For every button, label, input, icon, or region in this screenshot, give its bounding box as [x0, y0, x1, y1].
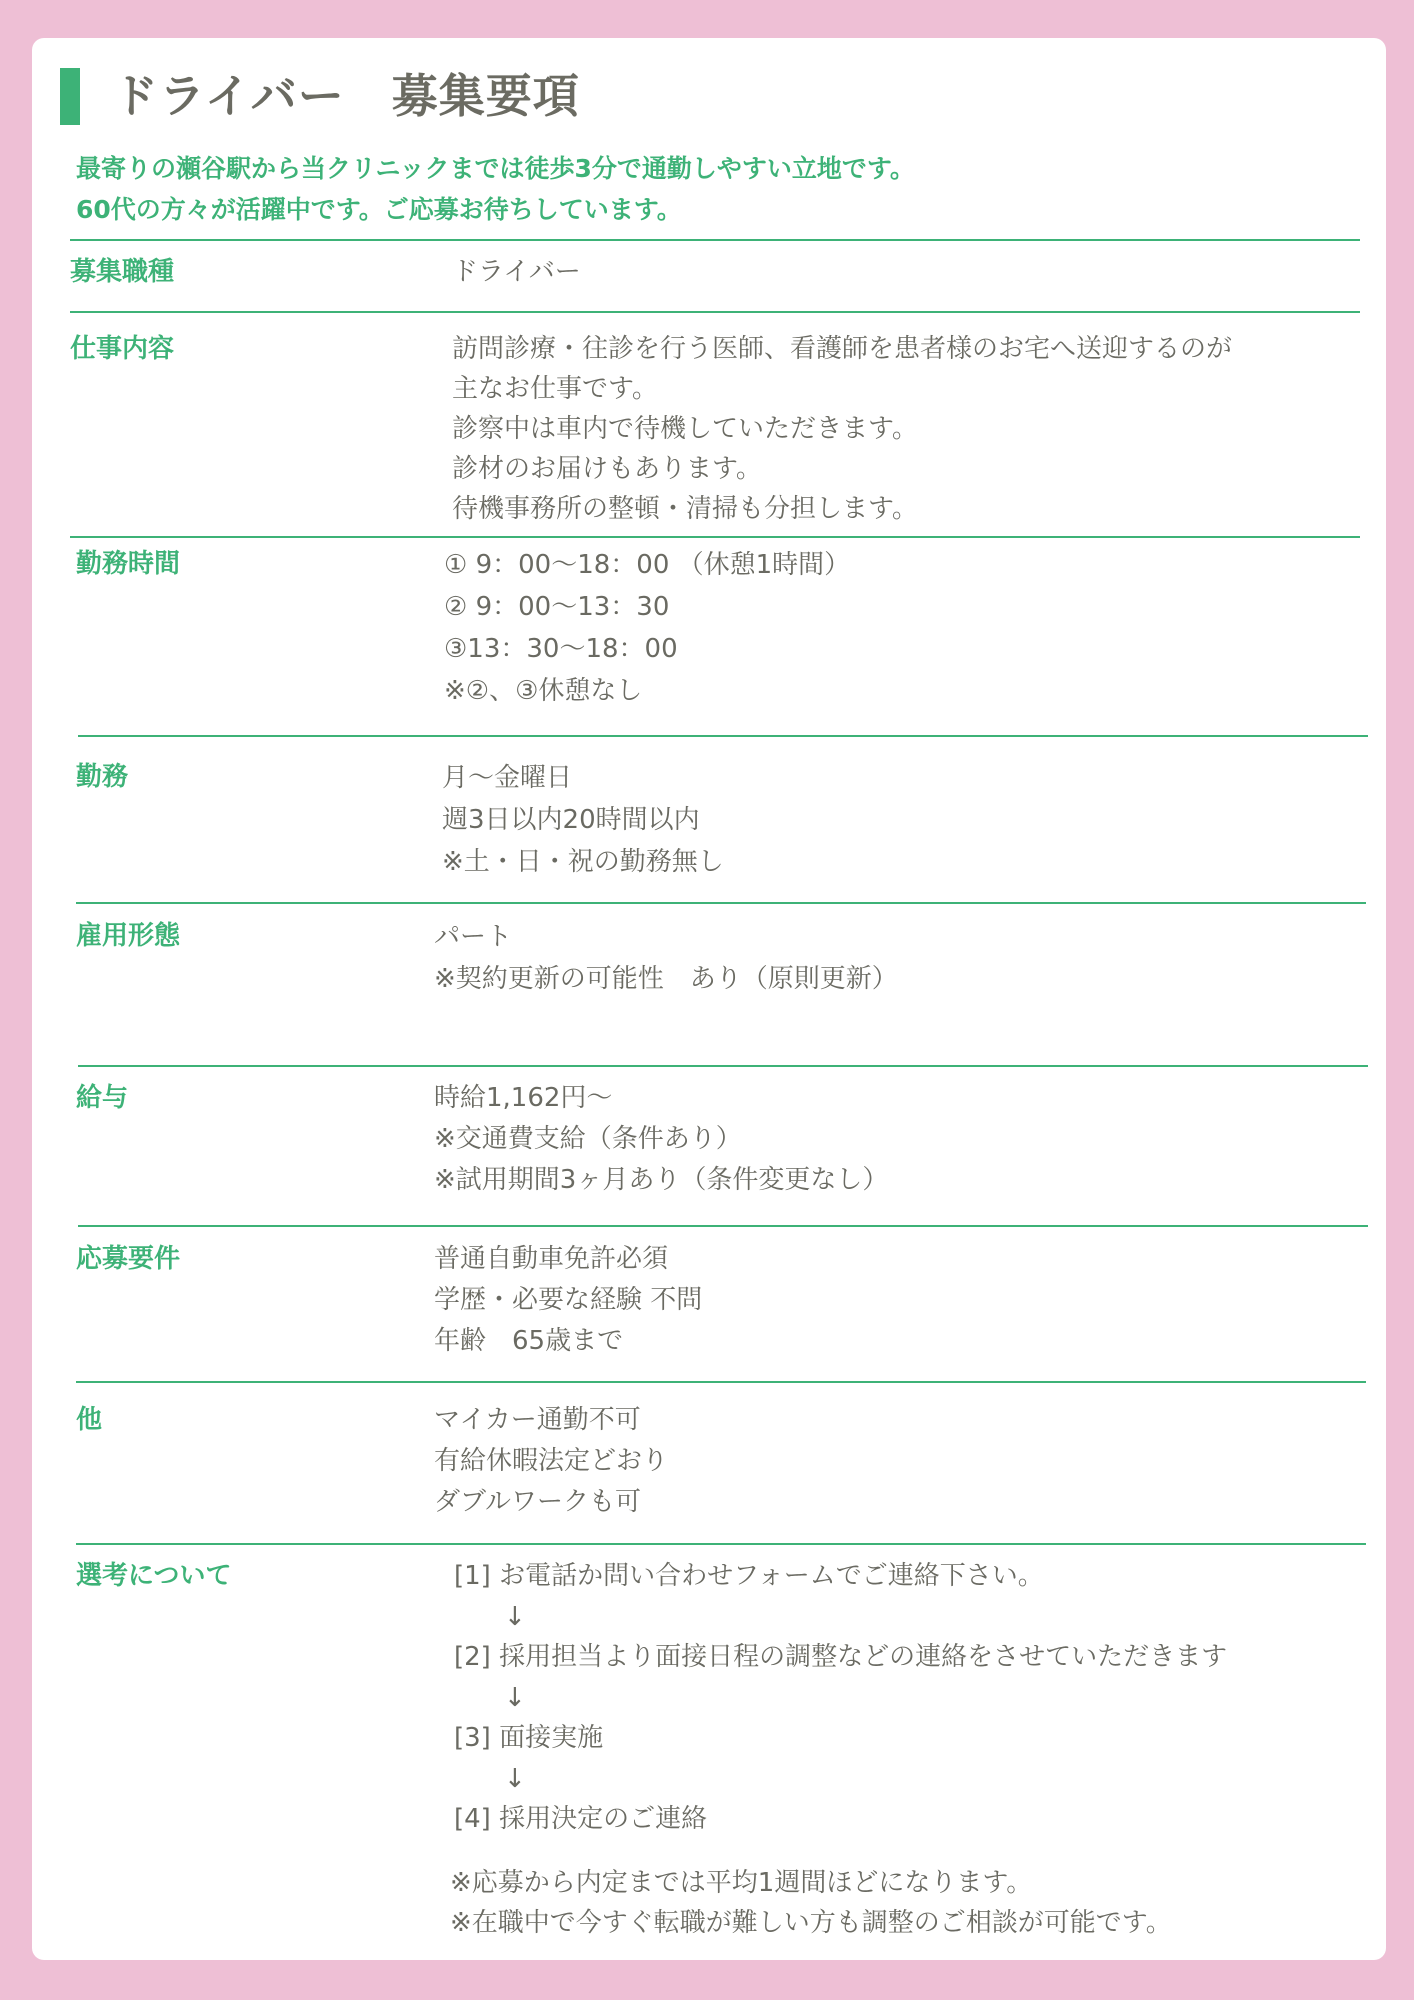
step-line: [3] 面接実施 — [454, 1723, 604, 1753]
value-line: ※土・日・祝の勤務無し — [442, 847, 724, 877]
intro-text — [76, 148, 915, 230]
row-label-requirements: 応募要件 — [76, 1244, 181, 1274]
value-line: ドライバー — [452, 257, 581, 287]
divider — [70, 239, 1360, 241]
value-line: ※②、③休憩なし — [444, 676, 643, 706]
divider — [70, 311, 1360, 313]
row-label-working-hours: 勤務時間 — [76, 549, 181, 579]
footnote: ※在職中で今すぐ転職が難しい方も調整のご相談が可能です。 — [450, 1908, 1172, 1938]
value-line: 時給1,162円〜 — [434, 1083, 613, 1113]
value-line: 待機事務所の整頓・清掃も分担します。 — [452, 494, 918, 524]
row-label-job-description: 仕事内容 — [70, 334, 175, 364]
step-line: [2] 採用担当より面接日程の調整などの連絡をさせていただきます — [454, 1642, 1228, 1672]
row-value-job-type — [452, 252, 581, 292]
recruitment-card — [32, 38, 1386, 1960]
footnote: ※応募から内定までは平均1週間ほどになります。 — [450, 1868, 1033, 1898]
row-value-salary — [434, 1078, 888, 1201]
down-arrow-icon: ↓ — [504, 1763, 526, 1794]
row-label-selection-process: 選考について — [76, 1561, 232, 1591]
divider — [78, 735, 1368, 737]
divider — [76, 1381, 1366, 1383]
value-line: ① 9：00〜18：00 （休憩1時間） — [444, 550, 851, 580]
value-line: 有給休暇法定どおり — [434, 1446, 669, 1476]
value-line: 年齢 65歳まで — [434, 1326, 624, 1356]
value-line: パート — [434, 922, 513, 952]
title-accent-bar — [60, 68, 80, 125]
value-line: ※交通費支給（条件あり） — [434, 1124, 742, 1154]
value-line: 診察中は車内で待機していただきます。 — [452, 414, 918, 444]
value-line: ダブルワークも可 — [434, 1487, 641, 1517]
value-line: 月〜金曜日 — [442, 763, 573, 793]
row-label-salary: 給与 — [76, 1083, 129, 1113]
footnotes — [450, 1863, 1172, 1943]
value-line: 診材のお届けもあります。 — [452, 454, 762, 484]
value-line: ③13：30〜18：00 — [444, 634, 678, 664]
divider — [78, 1225, 1368, 1227]
row-value-work-days — [442, 757, 724, 883]
divider — [70, 536, 1360, 538]
step-line: [1] お電話か問い合わせフォームでご連絡下さい。 — [454, 1561, 1044, 1591]
row-value-requirements — [434, 1239, 702, 1362]
step-line: [4] 採用決定のご連絡 — [454, 1804, 708, 1834]
row-label-other: 他 — [76, 1405, 103, 1435]
row-value-selection-process — [454, 1556, 1227, 1840]
row-value-working-hours — [444, 544, 850, 712]
divider — [76, 902, 1366, 904]
row-value-employment-type — [434, 916, 898, 1000]
intro-line: 最寄りの瀬谷駅から当クリニックまでは徒歩3分で通勤しやすい立地です。 — [76, 154, 915, 183]
value-line: ② 9：00〜13：30 — [444, 592, 670, 622]
down-arrow-icon: ↓ — [504, 1682, 526, 1713]
value-line: 訪問診療・往診を行う医師、看護師を患者様のお宅へ送迎するのが — [452, 334, 1233, 364]
intro-line: 60代の方々が活躍中です。ご応募お待ちしています。 — [76, 195, 682, 224]
value-line: マイカー通勤不可 — [434, 1405, 641, 1435]
value-line: ※試用期間3ヶ月あり（条件変更なし） — [434, 1165, 889, 1195]
value-line: 普通自動車免許必須 — [434, 1244, 669, 1274]
value-line: 主なお仕事です。 — [452, 374, 658, 404]
row-label-employment-type: 雇用形態 — [76, 921, 181, 951]
divider — [78, 1065, 1368, 1067]
value-line: ※契約更新の可能性 あり（原則更新） — [434, 964, 898, 994]
value-line: 週3日以内20時間以内 — [442, 805, 700, 835]
row-label-job-type: 募集職種 — [70, 257, 175, 287]
value-line: 学歴・必要な経験 不問 — [434, 1285, 703, 1315]
divider — [76, 1543, 1366, 1545]
page-title: ドライバー 募集要項 — [112, 69, 580, 123]
row-value-job-description — [452, 329, 1232, 529]
row-label-work-days: 勤務 — [76, 762, 129, 792]
row-value-other — [434, 1400, 668, 1523]
down-arrow-icon: ↓ — [504, 1601, 526, 1632]
